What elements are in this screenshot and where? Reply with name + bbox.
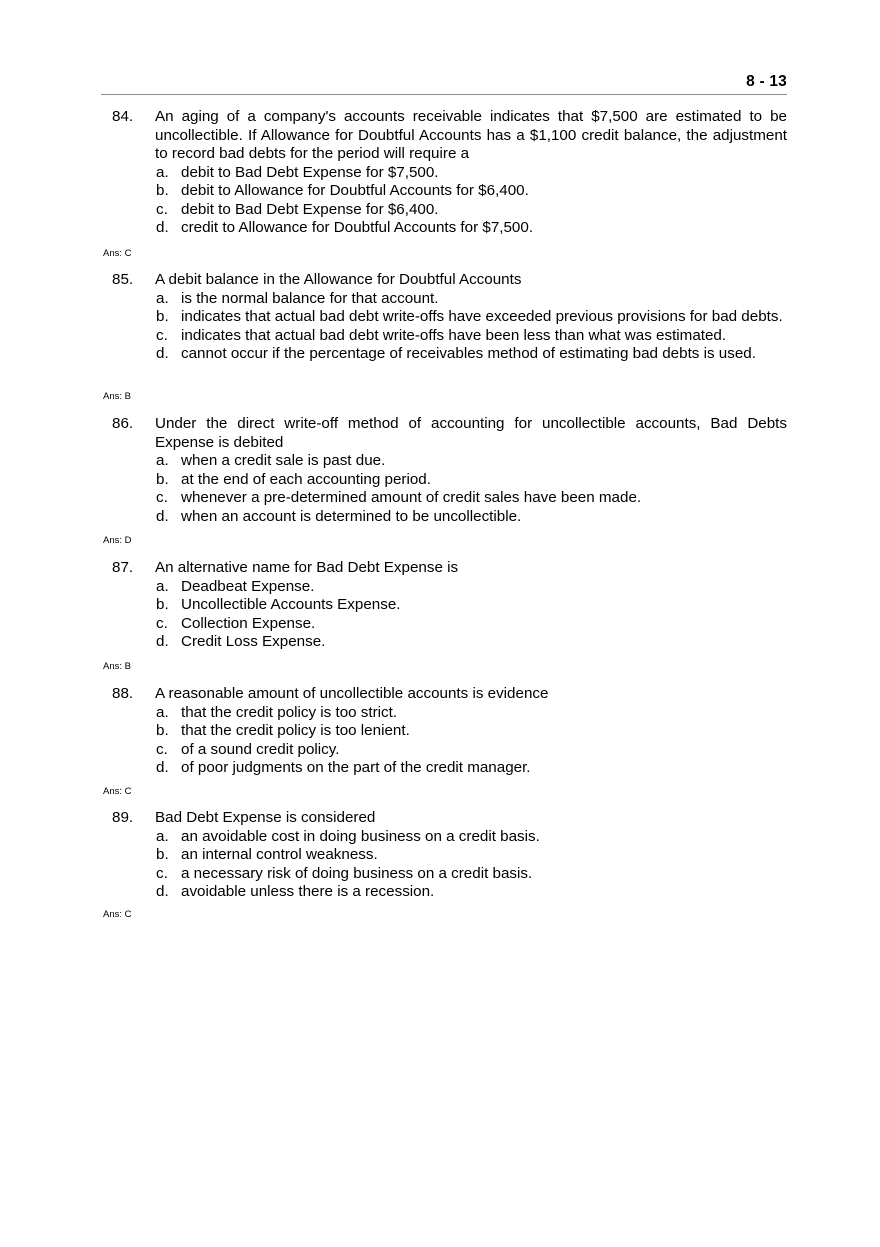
answer-key: Ans: C [103, 786, 132, 797]
option-text: when an account is determined to be uncollectible. [181, 507, 522, 525]
question-89 [101, 809, 787, 902]
option-letter: b. [156, 596, 169, 613]
question-number: 89. [112, 809, 134, 826]
option-b [156, 308, 787, 327]
option-text: debit to Allowance for Doubtful Accounts for $6,400. [181, 182, 529, 199]
question-84 [101, 108, 787, 238]
answer-options [101, 704, 787, 778]
question-number: 84. [112, 108, 134, 125]
question-stem: Under the direct write-off method of accounting for uncollectible accounts, Bad Debts Expense is debited [155, 415, 787, 451]
option-b [156, 182, 787, 201]
option-a [156, 703, 787, 723]
question-stem: A debit balance in the Allowance for Doubtful Accounts [155, 271, 522, 288]
option-letter: c. [156, 864, 168, 882]
option-letter: b. [156, 722, 169, 739]
question-87 [101, 559, 787, 652]
option-c [156, 740, 787, 760]
option-letter: a. [156, 163, 169, 181]
question-number: 87. [112, 559, 134, 576]
question-88 [101, 685, 787, 778]
page-number: 8 - 13 [746, 73, 787, 90]
option-text: that the credit policy is too lenient. [181, 722, 410, 739]
page-header [101, 72, 787, 95]
option-b [156, 596, 787, 615]
option-letter: b. [156, 470, 169, 488]
option-c [156, 614, 787, 634]
question-stem: An aging of a company's accounts receivable indicates that $7,500 are estimated to be uncollectible. If Allowance for Doubtful Accounts has a $1,100 credit balance, the adjustment to record bad debts for the period will require a [155, 108, 787, 162]
option-text: credit to Allowance for Doubtful Accounts for $7,500. [181, 219, 534, 236]
answer-key: Ans: D [103, 535, 132, 546]
option-a [156, 452, 787, 471]
option-letter: a. [156, 452, 169, 469]
option-text: of a sound credit policy. [181, 740, 340, 758]
option-letter: b. [156, 308, 169, 325]
option-text: whenever a pre-determined amount of credit sales have been made. [181, 489, 642, 506]
option-text: at the end of each accounting period. [181, 470, 431, 488]
option-d [156, 219, 787, 238]
option-d [156, 633, 787, 652]
question-stem: Bad Debt Expense is considered [155, 809, 376, 826]
option-b [156, 470, 787, 490]
option-text: indicates that actual bad debt write-offs have been less than what was estimated. [181, 326, 727, 344]
question-stem: An alternative name for Bad Debt Expense is [155, 559, 459, 576]
answer-options [101, 452, 787, 526]
option-d [156, 759, 787, 778]
option-b [156, 722, 787, 741]
option-letter: c. [156, 200, 168, 218]
option-letter: c. [156, 740, 168, 758]
answer-key: Ans: B [103, 661, 131, 672]
option-letter: c. [156, 489, 168, 506]
option-text: Uncollectible Accounts Expense. [181, 596, 401, 613]
option-text: of poor judgments on the part of the credit manager. [181, 759, 531, 776]
option-text: an internal control weakness. [181, 846, 378, 863]
option-text: is the normal balance for that account. [181, 289, 439, 307]
option-letter: a. [156, 827, 169, 845]
option-text: Deadbeat Expense. [181, 577, 315, 595]
option-text: when a credit sale is past due. [181, 452, 386, 469]
option-letter: d. [156, 883, 169, 900]
option-a [156, 289, 787, 309]
question-number: 88. [112, 685, 134, 702]
question-86 [101, 415, 787, 526]
option-text: debit to Bad Debt Expense for $6,400. [181, 200, 439, 218]
option-text: indicates that actual bad debt write-offs have exceeded previous provisions for bad debts. [181, 308, 783, 325]
option-c [156, 489, 787, 508]
option-letter: a. [156, 703, 169, 721]
option-d [156, 345, 787, 364]
answer-options [101, 578, 787, 652]
option-letter: b. [156, 182, 169, 199]
option-c [156, 326, 787, 346]
option-letter: d. [156, 219, 169, 236]
option-d [156, 507, 787, 527]
answer-key: Ans: B [103, 391, 131, 402]
answer-key: Ans: C [103, 248, 132, 259]
option-a [156, 577, 787, 597]
option-text: an avoidable cost in doing business on a credit basis. [181, 827, 540, 845]
answer-key: Ans: C [103, 909, 132, 920]
option-letter: c. [156, 614, 168, 632]
option-letter: a. [156, 577, 169, 595]
option-letter: d. [156, 345, 169, 362]
option-letter: d. [156, 759, 169, 776]
option-d [156, 883, 787, 902]
question-85 [101, 271, 787, 364]
option-letter: c. [156, 326, 168, 344]
option-text: Credit Loss Expense. [181, 633, 326, 650]
answer-options [101, 290, 787, 364]
option-text: that the credit policy is too strict. [181, 703, 398, 721]
option-text: cannot occur if the percentage of receivables method of estimating bad debts is used. [181, 345, 756, 362]
option-text: debit to Bad Debt Expense for $7,500. [181, 163, 439, 181]
option-text: avoidable unless there is a recession. [181, 883, 435, 900]
question-number: 85. [112, 271, 134, 288]
option-a [156, 827, 787, 847]
option-c [156, 200, 787, 220]
option-letter: a. [156, 289, 169, 307]
option-letter: d. [156, 633, 169, 650]
question-number: 86. [112, 415, 134, 432]
option-text: a necessary risk of doing business on a credit basis. [181, 864, 533, 882]
answer-options [101, 164, 787, 238]
option-letter: d. [156, 507, 169, 525]
option-letter: b. [156, 846, 169, 863]
option-c [156, 864, 787, 884]
answer-options [101, 828, 787, 902]
question-stem: A reasonable amount of uncollectible accounts is evidence [155, 685, 549, 702]
option-a [156, 163, 787, 183]
option-b [156, 846, 787, 865]
option-text: Collection Expense. [181, 614, 316, 632]
